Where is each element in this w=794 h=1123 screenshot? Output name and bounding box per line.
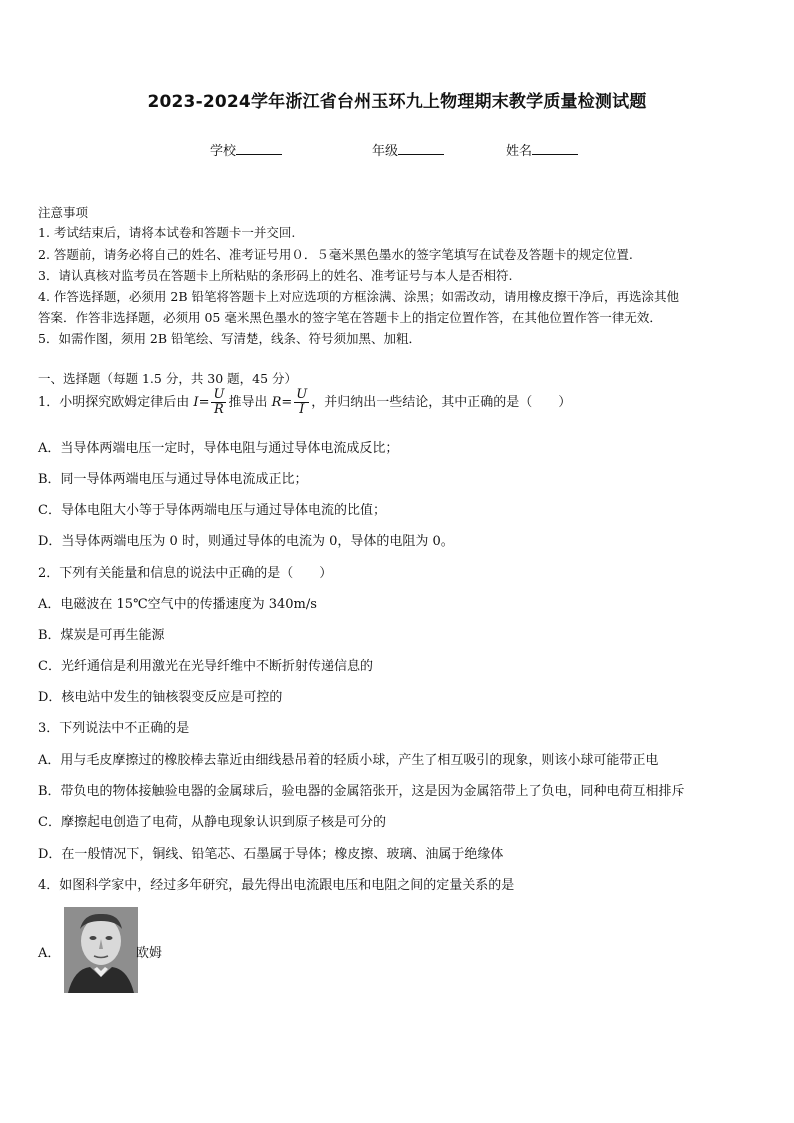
question-1-stem: 1．小明探究欧姆定律后由 I= $\frac{U}{R}$ 推导出 R= $\frac{U}{I}$ ，并归纳出一些结论，其中正确的是（ ） — [38, 387, 572, 417]
q1-prefix: 1．小明探究欧姆定律后由 — [38, 395, 190, 410]
q1-option-c: C．导体电阻大小等于导体两端电压与通过导体电流的比值； — [38, 503, 386, 518]
section-heading: 一、选择题（每题 1.5 分，共 30 题，45 分） — [38, 371, 298, 386]
q1-formula2-lhs: R — [271, 395, 282, 410]
note-item: 3．请认真核对监考员在答题卡上所粘贴的条形码上的姓名、准考证号与本人是否相符. — [38, 268, 513, 283]
q3-option-d: D．在一般情况下，铜线、铅笔芯、石墨属于导体；橡皮擦、玻璃、油属于绝缘体 — [38, 847, 504, 862]
q2-option-c: C．光纤通信是利用激光在光导纤维中不断折射传递信息的 — [38, 659, 373, 674]
name-blank — [532, 142, 578, 155]
q1-formula1-num: U — [213, 387, 225, 402]
q2-option-a: A．电磁波在 15℃空气中的传播速度为 340m/s — [38, 597, 317, 612]
q4-option-a-name: 欧姆 — [136, 946, 163, 961]
grade-field — [372, 140, 444, 159]
q2-option-b: B．煤炭是可再生能源 — [38, 628, 165, 643]
note-item: 5．如需作图，须用 2B 铅笔绘、写清楚，线条、符号须加黑、加粗． — [38, 331, 422, 346]
q1-option-a: A．当导体两端电压一定时，导体电阻与通过导体电流成反比； — [38, 441, 399, 456]
question-2-stem: 2．下列有关能量和信息的说法中正确的是（ ） — [38, 566, 333, 581]
grade-label: 年级 — [372, 144, 399, 159]
q3-option-b: B．带负电的物体接触验电器的金属球后，验电器的金属箔张开，这是因为金属箔带上了负电，同种电荷互相排斥 — [38, 784, 685, 799]
note-item: 答案．作答非选择题，必须用 05 毫米黑色墨水的签字笔在答题卡上的指定位置作答，在其他位置作答一律无效． — [38, 310, 662, 325]
portrait-image — [64, 907, 138, 993]
notes-heading: 注意事项 — [38, 205, 89, 220]
q1-formula2-fraction — [294, 388, 309, 417]
q1-option-b: B．同一导体两端电压与通过导体电流成正比； — [38, 472, 308, 487]
q1-formula1-fraction — [211, 388, 226, 417]
note-item: 2. 答题前，请务必将自己的姓名、准考证号用０．５毫米黑色墨水的签字笔填写在试卷及答题卡的规定位置. — [38, 247, 633, 262]
q1-formula2-den: I — [299, 402, 305, 417]
question-4-stem: 4．如图科学家中，经过多年研究，最先得出电流跟电压和电阻之间的定量关系的是 — [38, 878, 515, 893]
question-3-stem: 3．下列说法中不正确的是 — [38, 721, 190, 736]
page-title: 2023-2024学年浙江省台州玉环九上物理期末教学质量检测试题 — [147, 92, 647, 112]
q1-formula1-lhs: I — [193, 395, 199, 410]
q3-option-c: C．摩擦起电创造了电荷，从静电现象认识到原子核是可分的 — [38, 815, 386, 830]
q3-option-a: A．用与毛皮摩擦过的橡胶棒去靠近由细线悬吊着的轻质小球，产生了相互吸引的现象，则该小球可能带正电 — [38, 753, 659, 768]
q1-formula2-num: U — [296, 387, 308, 402]
q2-option-d: D．核电站中发生的铀核裂变反应是可控的 — [38, 690, 283, 705]
ohm-portrait — [64, 907, 138, 993]
grade-blank — [398, 142, 444, 155]
name-label: 姓名 — [506, 144, 533, 159]
q1-suffix: ，并归纳出一些结论，其中正确的是（ ） — [311, 395, 572, 410]
note-item: 1. 考试结束后，请将本试卷和答题卡一并交回. — [38, 225, 296, 240]
q1-option-d: D．当导体两端电压为 0 时，则通过导体的电流为 0，导体的电阻为 0。 — [38, 534, 454, 549]
q4-option-a-letter: A． — [38, 946, 61, 961]
name-field — [506, 140, 578, 159]
q1-formula1-den: R — [214, 402, 224, 417]
school-label: 学校 — [210, 144, 237, 159]
school-blank — [236, 142, 282, 155]
note-item: 4. 作答选择题，必须用 2B 铅笔将答题卡上对应选项的方框涂满、涂黑；如需改动，请用橡皮擦干净后，再选涂其他 — [38, 289, 679, 304]
q1-middle: 推导出 — [228, 395, 268, 410]
school-field — [210, 140, 282, 159]
